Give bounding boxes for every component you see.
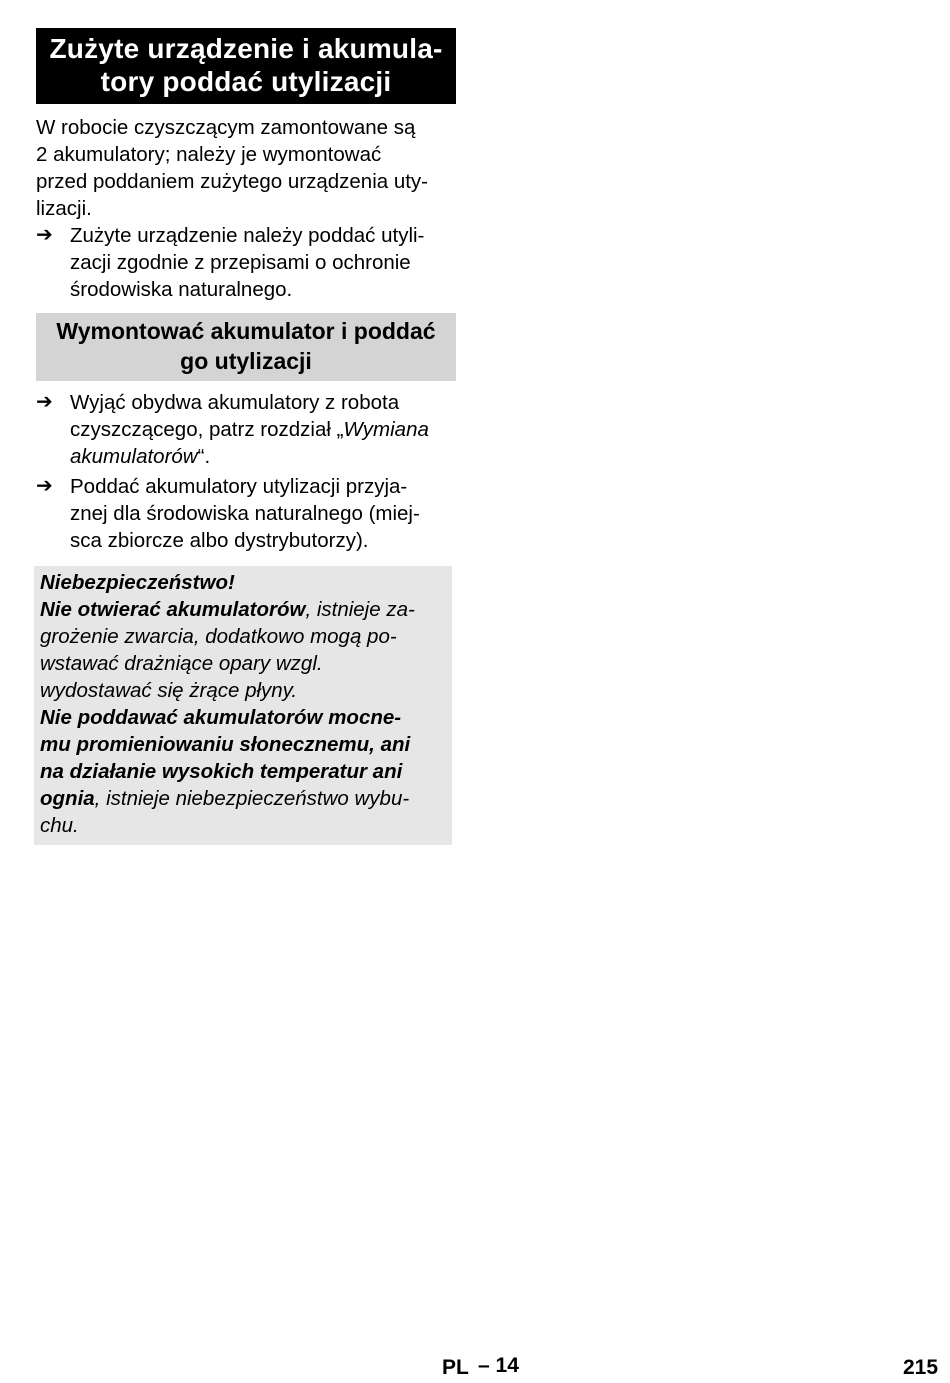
text-line: zacji zgodnie z przepisami o ochronie	[70, 251, 411, 274]
text-line: Zużyte urządzenie należy poddać utyli-	[70, 224, 425, 247]
subsection-heading-remove-battery	[36, 313, 456, 381]
text-line: grożenie zwarcia, dodatkowo mogą po-	[40, 625, 397, 648]
text-line: znej dla środowiska naturalnego (miej-	[70, 502, 420, 525]
intro-paragraph	[36, 114, 456, 222]
text-line: wydostawać się żrące płyny.	[40, 679, 298, 702]
footer-total-page: 215	[903, 1356, 939, 1379]
text-segment: , istnieje niebezpieczeństwo wybu-	[94, 787, 410, 810]
bold-text: Nie otwierać akumulatorów	[40, 598, 306, 621]
text-line	[40, 785, 446, 812]
text-line: środowiska naturalnego.	[70, 278, 293, 301]
text-line: W robocie czyszczącym zamontowane są	[36, 116, 416, 139]
heading-line: Zużyte urządzenie i akumula-	[49, 33, 443, 64]
text-line: Poddać akumulatory utylizacji przyja-	[70, 475, 408, 498]
text-segment: , istnieje za-	[305, 598, 415, 621]
bold-text: Nie poddawać akumulatorów mocne-	[40, 706, 402, 729]
chapter-reference: akumulatorów	[70, 445, 198, 468]
bullet-item-dispose-device	[36, 222, 456, 303]
arrow-right-icon: ➔	[36, 224, 53, 246]
text-line: przed poddaniem zużytego urządzenia uty-	[36, 170, 429, 193]
main-column	[36, 28, 456, 554]
heading-line: tory poddać utylizacji	[100, 66, 392, 97]
warning-title	[40, 569, 446, 596]
bullet-list	[36, 389, 456, 554]
bullet-item-remove-batteries	[36, 389, 456, 470]
warning-title-text: Niebezpieczeństwo!	[40, 571, 235, 594]
text-line	[40, 731, 446, 758]
arrow-right-icon: ➔	[36, 475, 53, 497]
section-heading-disposal	[36, 28, 456, 104]
arrow-right-icon: ➔	[36, 391, 53, 413]
chapter-reference: Wymiana	[343, 418, 429, 441]
text-line	[40, 596, 446, 623]
text-line	[70, 416, 456, 443]
text-segment: “.	[197, 445, 211, 468]
text-segment: czyszczącego, patrz rozdział „	[70, 418, 344, 441]
bold-text: ognia	[40, 787, 95, 810]
text-line: Wyjąć obydwa akumulatory z robota	[70, 391, 400, 414]
text-line	[70, 443, 456, 470]
text-line: 2 akumulatory; należy je wymontować	[36, 143, 382, 166]
text-line	[40, 758, 446, 785]
text-line	[40, 704, 446, 731]
heading-line: Wymontować akumulator i poddać	[56, 318, 436, 344]
text-line: sca zbiorcze albo dystrybutorzy).	[70, 529, 369, 552]
heading-line: go utylizacji	[180, 348, 312, 374]
text-line: lizacji.	[36, 197, 92, 220]
text-line: chu.	[40, 814, 79, 837]
footer-page-number: – 14	[478, 1354, 519, 1377]
danger-warning-box	[34, 566, 452, 845]
bold-text: na działanie wysokich temperatur ani	[40, 760, 403, 783]
text-line: wstawać drażniące opary wzgl.	[40, 652, 323, 675]
footer-language: PL	[442, 1356, 469, 1379]
bullet-item-recycle-batteries	[36, 473, 456, 554]
bold-text: mu promieniowaniu słonecznemu, ani	[40, 733, 411, 756]
